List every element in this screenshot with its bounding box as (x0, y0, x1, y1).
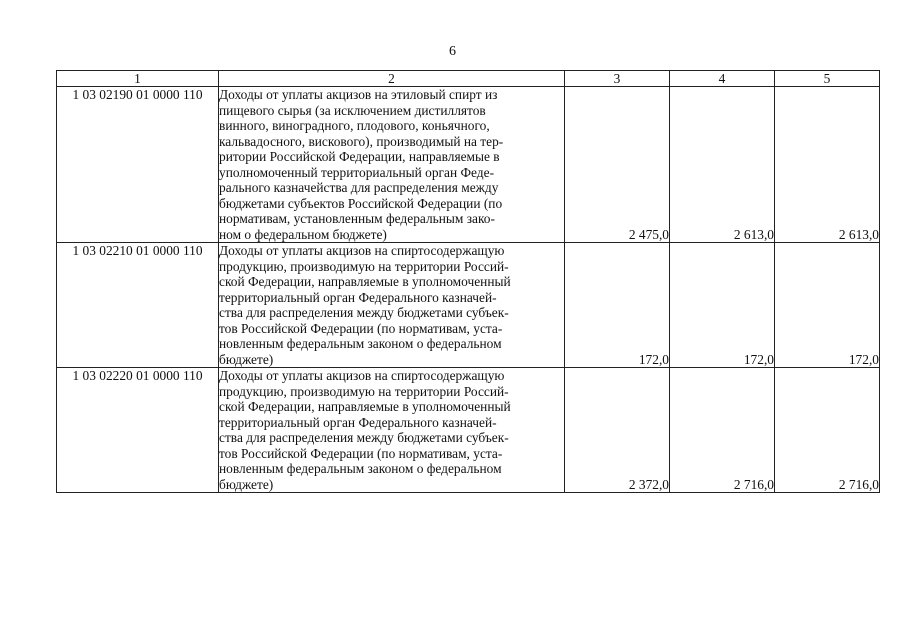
revenue-code: 1 03 02190 01 0000 110 (57, 87, 219, 243)
value-column-5: 172,0 (775, 243, 880, 368)
description-line: бюджетами субъектов Российской Федерации (по (219, 195, 503, 211)
description-line: Доходы от уплаты акцизов на этиловый спирт из (219, 87, 498, 102)
description-line: новленным федеральным законом о федеральном (219, 461, 502, 476)
description-line: кальвадосного, вискового), производимый на тер- (219, 133, 504, 149)
description-line: тов Российской Федерации (по нормативам, уста- (219, 445, 503, 461)
value-column-5: 2 716,0 (775, 368, 880, 493)
description-line: нормативам, установленным федеральным зако- (219, 211, 495, 226)
value-column-3: 2 475,0 (565, 87, 670, 243)
description-line: территориальный орган Федерального казначей- (219, 414, 497, 430)
description-line: пищевого сырья (за исключением дистиллятов (219, 102, 486, 118)
description-line: ской Федерации, направляемые в уполномоченный (219, 399, 511, 414)
column-header-3: 3 (565, 71, 670, 87)
column-header-1: 1 (57, 71, 219, 87)
description-line: ном о федеральном бюджете) (219, 226, 387, 242)
revenue-code: 1 03 02210 01 0000 110 (57, 243, 219, 368)
description-line: продукцию, производимую на территории Россий- (219, 258, 509, 274)
column-header-2: 2 (219, 71, 565, 87)
description-line: бюджете) (219, 476, 274, 492)
value-column-3: 2 372,0 (565, 368, 670, 493)
description-line: ритории Российской Федерации, направляемые в (219, 149, 500, 164)
revenue-description (219, 243, 565, 368)
revenue-description (219, 87, 565, 243)
description-line: продукцию, производимую на территории Россий- (219, 383, 509, 399)
revenue-code: 1 03 02220 01 0000 110 (57, 368, 219, 493)
page-number: 6 (449, 44, 456, 59)
description-line: винного, виноградного, плодового, коньячного, (219, 118, 490, 133)
description-line: бюджете) (219, 351, 274, 367)
description-line: Доходы от уплаты акцизов на спиртосодержащую (219, 243, 505, 258)
value-column-5: 2 613,0 (775, 87, 880, 243)
table-row (57, 87, 880, 243)
description-line: ской Федерации, направляемые в уполномоченный (219, 274, 511, 289)
table-row (57, 368, 880, 493)
description-line: ства для распределения между бюджетами субъек- (219, 430, 509, 445)
column-header-5: 5 (775, 71, 880, 87)
description-line: новленным федеральным законом о федеральном (219, 336, 502, 351)
value-column-4: 2 613,0 (670, 87, 775, 243)
description-line: рального казначейства для распределения между (219, 180, 499, 195)
value-column-4: 2 716,0 (670, 368, 775, 493)
table-row (57, 243, 880, 368)
value-column-4: 172,0 (670, 243, 775, 368)
table-header-row (57, 71, 880, 87)
description-line: Доходы от уплаты акцизов на спиртосодержащую (219, 368, 505, 383)
budget-revenue-table (56, 70, 880, 493)
column-header-4: 4 (670, 71, 775, 87)
description-line: уполномоченный территориальный орган Феде- (219, 164, 495, 180)
description-line: территориальный орган Федерального казначей- (219, 289, 497, 305)
value-column-3: 172,0 (565, 243, 670, 368)
description-line: тов Российской Федерации (по нормативам, уста- (219, 320, 503, 336)
revenue-description (219, 368, 565, 493)
description-line: ства для распределения между бюджетами субъек- (219, 305, 509, 320)
